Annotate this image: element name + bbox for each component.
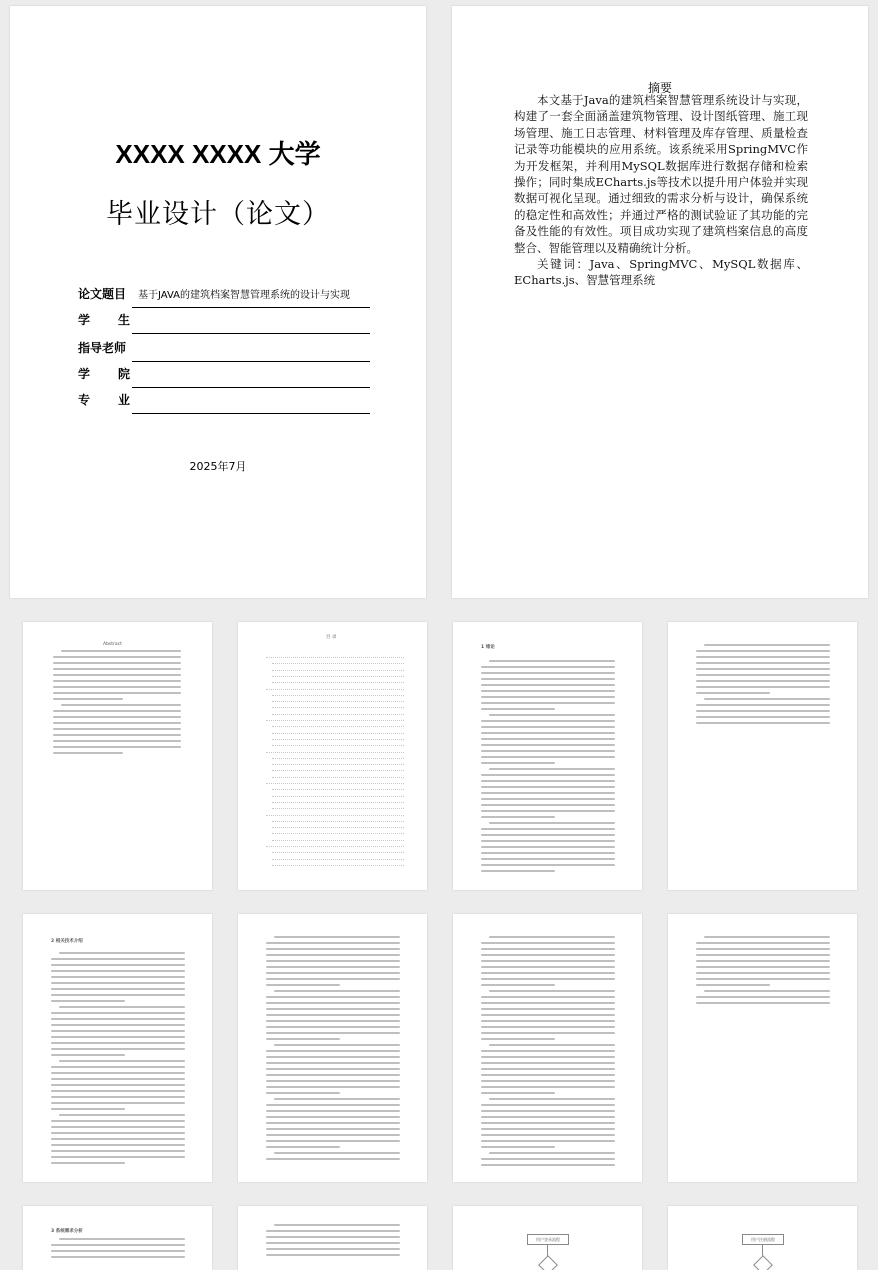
thumb-text-line <box>481 1032 615 1034</box>
thumb-text-line <box>51 1108 125 1110</box>
thumb-text-line <box>266 1080 400 1082</box>
toc-entry-line <box>266 782 404 784</box>
thumb-text-line <box>489 714 615 716</box>
thumb-text-line <box>481 948 615 950</box>
abstract-page <box>452 6 868 598</box>
abstract-text: 本文基于Java的建筑档案智慧管理系统设计与实现，构建了一套全面涵盖建筑物管理、设计图纸管理、施工现场管理、施工日志管理、材料管理及库存管理、质量检查记录等功能模块的应用系统。该系统采用SpringMVC作为开发框架，并利用MySQL数据库进行数据存储和检索操作；同时集成ECharts.js等技术以提升用户体验并实现数据可视化呈现。通过细致的需求分析与设计，确保系统的稳定性和高效性；并通过严格的测试验证了其功能的完备及性能的有效性。项目成功实现了建筑档案信息的高度整合、智能管理以及精确统计分析。 <box>514 93 808 255</box>
toc-entry-line <box>272 700 404 702</box>
thumb-text-line <box>51 1030 185 1032</box>
thumb-text-line <box>489 1098 615 1100</box>
thumb-text-line <box>266 948 400 950</box>
thumb-chapter-3-cont <box>238 1206 427 1270</box>
thumb-text-line <box>696 662 830 664</box>
thumb-text-line <box>51 1138 185 1140</box>
thumb-text-line <box>481 1068 615 1070</box>
thumb-text-line <box>696 960 830 962</box>
thumb-text-line <box>481 1122 615 1124</box>
flow-decision-diamond <box>753 1255 773 1270</box>
thumb-text-line <box>266 960 400 962</box>
thumb-text-line <box>481 738 615 740</box>
thumb-text-line <box>481 1038 555 1040</box>
thumb-text-line <box>266 1116 400 1118</box>
thumb-text-line <box>53 668 181 670</box>
info-label-college <box>78 365 130 382</box>
thumb-text-line <box>481 804 615 806</box>
underline <box>132 333 370 334</box>
thumb-text-line <box>266 1038 340 1040</box>
toc-entry-line <box>272 851 404 853</box>
abstract-heading: 摘要 <box>647 81 672 95</box>
thumb-text-line <box>266 1074 400 1076</box>
thumb-text-line <box>51 1084 185 1086</box>
thumb-text-line <box>481 834 615 836</box>
thumb-text-line <box>266 1008 400 1010</box>
toc-entry-line <box>272 694 404 696</box>
thumb-text-line <box>53 716 181 718</box>
thumb-text-line <box>53 686 181 688</box>
toc-entry-line <box>272 788 404 790</box>
thumb-text-line <box>59 1006 185 1008</box>
info-row-student <box>78 308 370 334</box>
thumb-text-line <box>696 942 830 944</box>
thumb-text-line <box>266 1020 400 1022</box>
info-label-student <box>78 311 130 328</box>
thumb-chapter-2 <box>23 914 212 1182</box>
thumb-text-line <box>696 710 830 712</box>
thumb-text-line <box>489 936 615 938</box>
thumb-toc <box>238 622 427 890</box>
toc-entry-line <box>272 801 404 803</box>
thumb-text-line <box>51 1054 125 1056</box>
thumb-text-line <box>481 750 615 752</box>
thumb-heading: 3 系统需求分析 <box>51 1229 83 1234</box>
toc-entry-line <box>272 725 404 727</box>
toc-entry-line <box>272 738 404 740</box>
toc-entry-line <box>266 656 404 658</box>
thumb-text-line <box>481 996 615 998</box>
thumb-text-line <box>481 984 555 986</box>
thumb-text-line <box>266 1062 400 1064</box>
thumb-text-line <box>266 1032 400 1034</box>
thumb-text-line <box>266 1146 340 1148</box>
info-label-char: 学 <box>78 367 91 381</box>
thumb-text-line <box>53 680 181 682</box>
info-label: 论文题目 <box>78 287 127 301</box>
thumb-text-line <box>481 732 615 734</box>
thumb-text-line <box>481 678 615 680</box>
toc-entry-line <box>272 757 404 759</box>
thumb-chapter-2-cont <box>238 914 427 1182</box>
toc-entry-line <box>272 769 404 771</box>
thumb-text-line <box>481 810 615 812</box>
thumb-text-line <box>53 740 181 742</box>
thumb-text-line <box>481 1164 615 1166</box>
thumb-heading: 2 相关技术介绍 <box>51 939 83 944</box>
flow-decision-diamond <box>538 1255 558 1270</box>
document-type-title: 毕业设计（论文） <box>106 199 330 230</box>
thumb-text-line <box>696 650 830 652</box>
thumb-text-line <box>266 1140 400 1142</box>
thumb-text-line <box>489 660 615 662</box>
thumb-text-line <box>481 960 615 962</box>
thumb-text-line <box>696 674 830 676</box>
thumb-text-line <box>51 1250 185 1252</box>
thumb-text-line <box>481 1116 615 1118</box>
thumb-text-line <box>266 1050 400 1052</box>
thumb-text-line <box>274 1044 400 1046</box>
underline <box>132 413 370 414</box>
thumb-text-line <box>696 954 830 956</box>
thumb-text-line <box>266 1128 400 1130</box>
thumb-text-line <box>266 1086 400 1088</box>
thumb-text-line <box>481 744 615 746</box>
thumb-flowchart-2 <box>668 1206 857 1270</box>
toc-entry-line <box>266 688 404 690</box>
thumb-text-line <box>481 870 555 872</box>
thumb-text-line <box>51 1144 185 1146</box>
thumb-text-line <box>704 936 830 938</box>
thumb-text-line <box>489 822 615 824</box>
thumb-text-line <box>266 1056 400 1058</box>
thumb-text-line <box>696 996 830 998</box>
thumb-text-line <box>481 816 555 818</box>
thumb-text-line <box>51 1150 185 1152</box>
toc-entry-line <box>272 744 404 746</box>
thumb-text-line <box>266 1104 400 1106</box>
thumb-text-line <box>481 720 615 722</box>
thumb-text-line <box>61 704 181 706</box>
thumb-text-line <box>51 976 185 978</box>
info-label-char: 生 <box>117 313 130 327</box>
thumb-text-line <box>481 1026 615 1028</box>
thumb-text-line <box>481 858 615 860</box>
thumb-text-line <box>266 1002 400 1004</box>
thumb-text-line <box>51 970 185 972</box>
thumb-text-line <box>696 716 830 718</box>
info-label-char: 专 <box>78 393 91 407</box>
thumb-text-line <box>266 1122 400 1124</box>
thumb-text-line <box>53 734 181 736</box>
thumb-flowchart-1 <box>453 1206 642 1270</box>
toc-entry-line <box>272 763 404 765</box>
thumb-text-line <box>51 1078 185 1080</box>
thumb-text-line <box>266 1158 400 1160</box>
thumb-text-line <box>266 966 400 968</box>
toc-entry-line <box>272 820 404 822</box>
toc-entry-line <box>266 719 404 721</box>
thumb-text-line <box>704 698 830 700</box>
thumb-text-line <box>51 1090 185 1092</box>
thumb-text-line <box>481 972 615 974</box>
thumb-text-line <box>61 650 181 652</box>
thumb-text-line <box>481 798 615 800</box>
thumb-text-line <box>481 792 615 794</box>
thumb-text-line <box>696 692 770 694</box>
thumb-text-line <box>481 1146 555 1148</box>
thumb-text-line <box>51 988 185 990</box>
thumb-text-line <box>481 690 615 692</box>
toc-entry-line <box>272 826 404 828</box>
thumb-text-line <box>481 708 555 710</box>
thumb-heading: 1 绪论 <box>481 645 495 650</box>
thumb-text-line <box>481 762 555 764</box>
thumb-text-line <box>481 1014 615 1016</box>
thumb-text-line <box>481 1050 615 1052</box>
thumb-text-line <box>481 954 615 956</box>
thumb-text-line <box>696 948 830 950</box>
thumb-text-line <box>266 1014 400 1016</box>
thumb-text-line <box>51 964 185 966</box>
thumb-text-line <box>51 1048 185 1050</box>
thumb-text-line <box>489 1152 615 1154</box>
thumb-english-abstract <box>23 622 212 890</box>
info-row-advisor <box>78 336 370 362</box>
info-row-college <box>78 362 370 388</box>
toc-entry-line <box>272 864 404 866</box>
thumb-text-line <box>53 728 181 730</box>
thumb-text-line <box>51 1096 185 1098</box>
thumb-text-line <box>696 680 830 682</box>
thumb-chapter-2-cont-2 <box>453 914 642 1182</box>
toc-entry-line <box>266 751 404 753</box>
thumb-heading: Abstract <box>103 642 122 647</box>
thumb-text-line <box>53 698 123 700</box>
thumb-text-line <box>481 966 615 968</box>
toc-entry-line <box>272 662 404 664</box>
thumb-text-line <box>481 774 615 776</box>
thumb-text-line <box>266 1026 400 1028</box>
thumb-text-line <box>696 972 830 974</box>
thumb-text-line <box>481 1056 615 1058</box>
thumb-text-line <box>51 1066 185 1068</box>
info-row-major <box>78 388 370 414</box>
thumb-text-line <box>481 756 615 758</box>
thumb-text-line <box>51 982 185 984</box>
thumb-text-line <box>481 786 615 788</box>
thumb-text-line <box>481 726 615 728</box>
thumb-text-line <box>696 704 830 706</box>
thumb-text-line <box>51 958 185 960</box>
thumb-text-line <box>53 674 181 676</box>
toc-entry-line <box>272 732 404 734</box>
thumb-text-line <box>481 846 615 848</box>
thumb-text-line <box>696 984 770 986</box>
thumb-chapter-1 <box>453 622 642 890</box>
info-row-title <box>78 282 370 308</box>
thumb-text-line <box>59 952 185 954</box>
thumb-text-line <box>696 722 830 724</box>
thumb-text-line <box>481 1080 615 1082</box>
thumb-text-line <box>53 656 181 658</box>
thumb-text-line <box>489 1044 615 1046</box>
thumb-text-line <box>489 768 615 770</box>
toc-entry-line <box>266 845 404 847</box>
thumb-text-line <box>266 1236 400 1238</box>
thesis-topic-value: 基于JAVA的建筑档案智慧管理系统的设计与实现 <box>138 290 351 301</box>
thumb-text-line <box>696 966 830 968</box>
thumb-text-line <box>53 752 123 754</box>
thumb-text-line <box>59 1060 185 1062</box>
thumb-text-line <box>266 1230 400 1232</box>
thumb-text-line <box>53 722 181 724</box>
thumb-text-line <box>481 1092 555 1094</box>
cover-page <box>10 6 426 598</box>
thumb-text-line <box>266 1134 400 1136</box>
thumb-text-line <box>481 1008 615 1010</box>
thumb-text-line <box>481 942 615 944</box>
thumb-chapter-1-cont <box>668 622 857 890</box>
thumb-text-line <box>51 1244 185 1246</box>
thumb-text-line <box>274 1224 400 1226</box>
thumb-text-line <box>274 1098 400 1100</box>
toc-entry-line <box>272 795 404 797</box>
thumb-text-line <box>481 1002 615 1004</box>
flow-start-box: 用户注册流程 <box>742 1234 784 1245</box>
thumb-text-line <box>266 1092 340 1094</box>
thumb-text-line <box>481 1110 615 1112</box>
thumb-text-line <box>51 994 185 996</box>
thumb-text-line <box>51 1012 185 1014</box>
thumb-text-line <box>53 692 181 694</box>
thumb-text-line <box>51 1036 185 1038</box>
thumb-text-line <box>266 954 400 956</box>
thumb-text-line <box>704 990 830 992</box>
thumb-text-line <box>481 1020 615 1022</box>
thumb-text-line <box>481 1128 615 1130</box>
thumb-text-line <box>274 1152 400 1154</box>
thumb-text-line <box>53 662 181 664</box>
thumb-text-line <box>51 1072 185 1074</box>
thumb-text-line <box>274 936 400 938</box>
abstract-keywords: 关键词：Java、SpringMVC、MySQL数据库、ECharts.js、智慧管理系统 <box>514 257 808 288</box>
toc-entry-line <box>272 832 404 834</box>
thumb-text-line <box>481 1074 615 1076</box>
thumb-text-line <box>51 1000 125 1002</box>
thumb-text-line <box>481 672 615 674</box>
thumb-text-line <box>481 978 615 980</box>
thumb-text-line <box>53 746 181 748</box>
cover-date: 2025年7月 <box>189 460 247 473</box>
thumb-text-line <box>481 684 615 686</box>
thumb-text-line <box>481 702 615 704</box>
thumb-text-line <box>704 644 830 646</box>
toc-entry-line <box>266 814 404 816</box>
thumb-text-line <box>696 686 830 688</box>
thumb-text-line <box>481 864 615 866</box>
thumb-text-line <box>51 1018 185 1020</box>
thumb-text-line <box>696 656 830 658</box>
thumb-text-line <box>274 990 400 992</box>
thumb-text-line <box>481 852 615 854</box>
thumb-text-line <box>266 1242 400 1244</box>
thumb-text-line <box>266 1254 400 1256</box>
thumb-text-line <box>266 996 400 998</box>
thumb-text-line <box>266 972 400 974</box>
thumb-text-line <box>51 1132 185 1134</box>
thumb-text-line <box>266 1110 400 1112</box>
thumb-text-line <box>51 1120 185 1122</box>
thumb-heading: 目 录 <box>326 635 337 640</box>
thumb-text-line <box>51 1024 185 1026</box>
thumb-text-line <box>266 1248 400 1250</box>
toc-entry-line <box>272 776 404 778</box>
info-label-char: 院 <box>117 367 130 381</box>
thumb-chapter-3 <box>23 1206 212 1270</box>
toc-entry-line <box>272 713 404 715</box>
info-label: 指导老师 <box>78 341 127 355</box>
thumb-text-line <box>51 1126 185 1128</box>
thumb-text-line <box>481 828 615 830</box>
thumb-text-line <box>266 978 400 980</box>
toc-entry-line <box>272 706 404 708</box>
thumb-text-line <box>481 840 615 842</box>
thumb-text-line <box>481 1104 615 1106</box>
thumb-text-line <box>481 696 615 698</box>
thumb-text-line <box>696 978 830 980</box>
thumb-text-line <box>481 1158 615 1160</box>
thumb-text-line <box>266 1068 400 1070</box>
thumb-text-line <box>481 1062 615 1064</box>
toc-entry-line <box>272 675 404 677</box>
toc-entry-line <box>272 681 404 683</box>
thumb-text-line <box>481 1086 615 1088</box>
thumb-text-line <box>696 668 830 670</box>
university-name: XXXX XXXX 大学 <box>115 139 321 169</box>
thumb-text-line <box>51 1256 185 1258</box>
thumb-chapter-2-cont-3 <box>668 914 857 1182</box>
thumb-text-line <box>51 1102 185 1104</box>
thumb-text-line <box>51 1042 185 1044</box>
thumb-text-line <box>266 942 400 944</box>
thumb-text-line <box>481 1140 615 1142</box>
thumb-text-line <box>53 710 181 712</box>
toc-entry-line <box>272 807 404 809</box>
thumb-text-line <box>481 666 615 668</box>
toc-entry-line <box>272 839 404 841</box>
thumb-text-line <box>481 1134 615 1136</box>
flow-start-box: 用户登录流程 <box>527 1234 569 1245</box>
thumb-text-line <box>266 984 340 986</box>
thumb-text-line <box>51 1156 185 1158</box>
info-label-major <box>78 391 130 408</box>
thumb-text-line <box>51 1162 125 1164</box>
toc-entry-line <box>272 858 404 860</box>
info-label-char: 学 <box>78 313 91 327</box>
info-label-char: 业 <box>117 393 130 407</box>
abstract-body <box>514 92 808 289</box>
thumb-text-line <box>481 780 615 782</box>
toc-entry-line <box>272 669 404 671</box>
thumb-text-line <box>696 1002 830 1004</box>
thumb-text-line <box>59 1238 185 1240</box>
thumb-text-line <box>59 1114 185 1116</box>
thumb-text-line <box>489 990 615 992</box>
